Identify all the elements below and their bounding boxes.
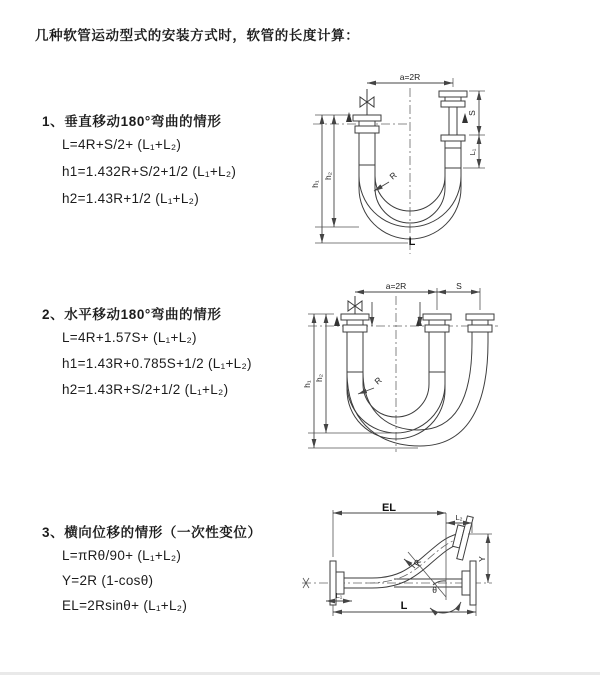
dim-s	[437, 281, 480, 292]
section-2-formula-h2: h2=1.43R+S/2+1/2 (L₁+L₂)	[62, 382, 229, 397]
section-3-formula-Y: Y=2R (1-cosθ)	[62, 573, 154, 588]
radius-label	[374, 170, 399, 191]
dim-a2r	[367, 72, 453, 83]
d1-label-l1: L₁	[468, 148, 477, 156]
d1-label-h1: h₁	[310, 180, 320, 188]
flow-arrow-left	[346, 112, 352, 122]
valve-icon	[348, 296, 362, 314]
right-fitting	[439, 91, 467, 168]
dim-s	[463, 91, 485, 168]
braided-hose-section	[445, 148, 461, 168]
d2-label-h1: h₁	[302, 380, 312, 388]
hose-curves	[347, 342, 488, 446]
flow-arrow-middle	[416, 316, 422, 326]
diagram-vertical-180-bend	[305, 64, 590, 264]
middle-fitting	[423, 314, 451, 372]
d3-label-y: Y	[477, 556, 487, 562]
dim-l1	[468, 135, 479, 168]
section-3-formula-L: L=πRθ/90+ (L₁+L₂)	[62, 548, 182, 563]
section-1-formula-h1: h1=1.432R+S/2+1/2 (L₁+L₂)	[62, 164, 237, 179]
d3-label-l2: L₂	[455, 513, 463, 522]
d2-label-h2: h₂	[314, 373, 324, 383]
dim-l	[333, 600, 476, 616]
section-1-formula-L: L=4R+S/2+ (L₁+L₂)	[62, 137, 182, 152]
right-fitting	[466, 314, 494, 342]
d2-label-a2r: a=2R	[385, 281, 407, 291]
d3-label-l1: L₁	[335, 591, 343, 600]
d2-label-s: S	[456, 281, 462, 291]
braided-hose-section	[429, 332, 445, 372]
d1-label-s: S	[467, 110, 477, 116]
d3-label-r: R	[411, 557, 424, 568]
section-3-formula-EL: EL=2Rsinθ+ (L₁+L₂)	[62, 598, 188, 613]
d2-label-r: R	[372, 374, 384, 387]
left-fitting	[341, 314, 369, 372]
d3-label-el: EL	[381, 502, 397, 514]
section-2-formula-L: L=4R+1.57S+ (L₁+L₂)	[62, 330, 197, 345]
d1-label-l: L	[408, 236, 416, 248]
section-2-heading: 2、水平移动180°弯曲的情形	[42, 307, 222, 322]
d3-label-theta: θ	[432, 585, 437, 595]
braided-hose-section	[359, 133, 375, 165]
page-title: 几种软管运动型式的安装方式时，软管的长度计算：	[35, 28, 360, 43]
section-3-heading: 3、横向位移的情形（一次性变位）	[42, 525, 262, 540]
dim-el	[333, 502, 446, 557]
section-2-formula-h1: h1=1.43R+0.785S+1/2 (L₁+L₂)	[62, 356, 252, 371]
d1-label-h2: h₂	[323, 171, 333, 181]
radius-label	[358, 375, 384, 394]
section-1-heading: 1、垂直移动180°弯曲的情形	[42, 114, 222, 129]
d1-label-r: R	[387, 169, 399, 182]
left-fitting	[353, 115, 381, 165]
d3-label-l: L	[400, 600, 408, 612]
valve-icon	[360, 89, 374, 115]
flow-arrow-left	[334, 316, 340, 326]
braided-hose-section	[347, 332, 363, 372]
section-1-formula-h2: h2=1.43R+1/2 (L₁+L₂)	[62, 191, 200, 206]
d1-label-a2r: a=2R	[399, 72, 421, 82]
diagram-horizontal-180-bend	[300, 280, 598, 460]
diagram-lateral-displacement	[296, 504, 598, 624]
